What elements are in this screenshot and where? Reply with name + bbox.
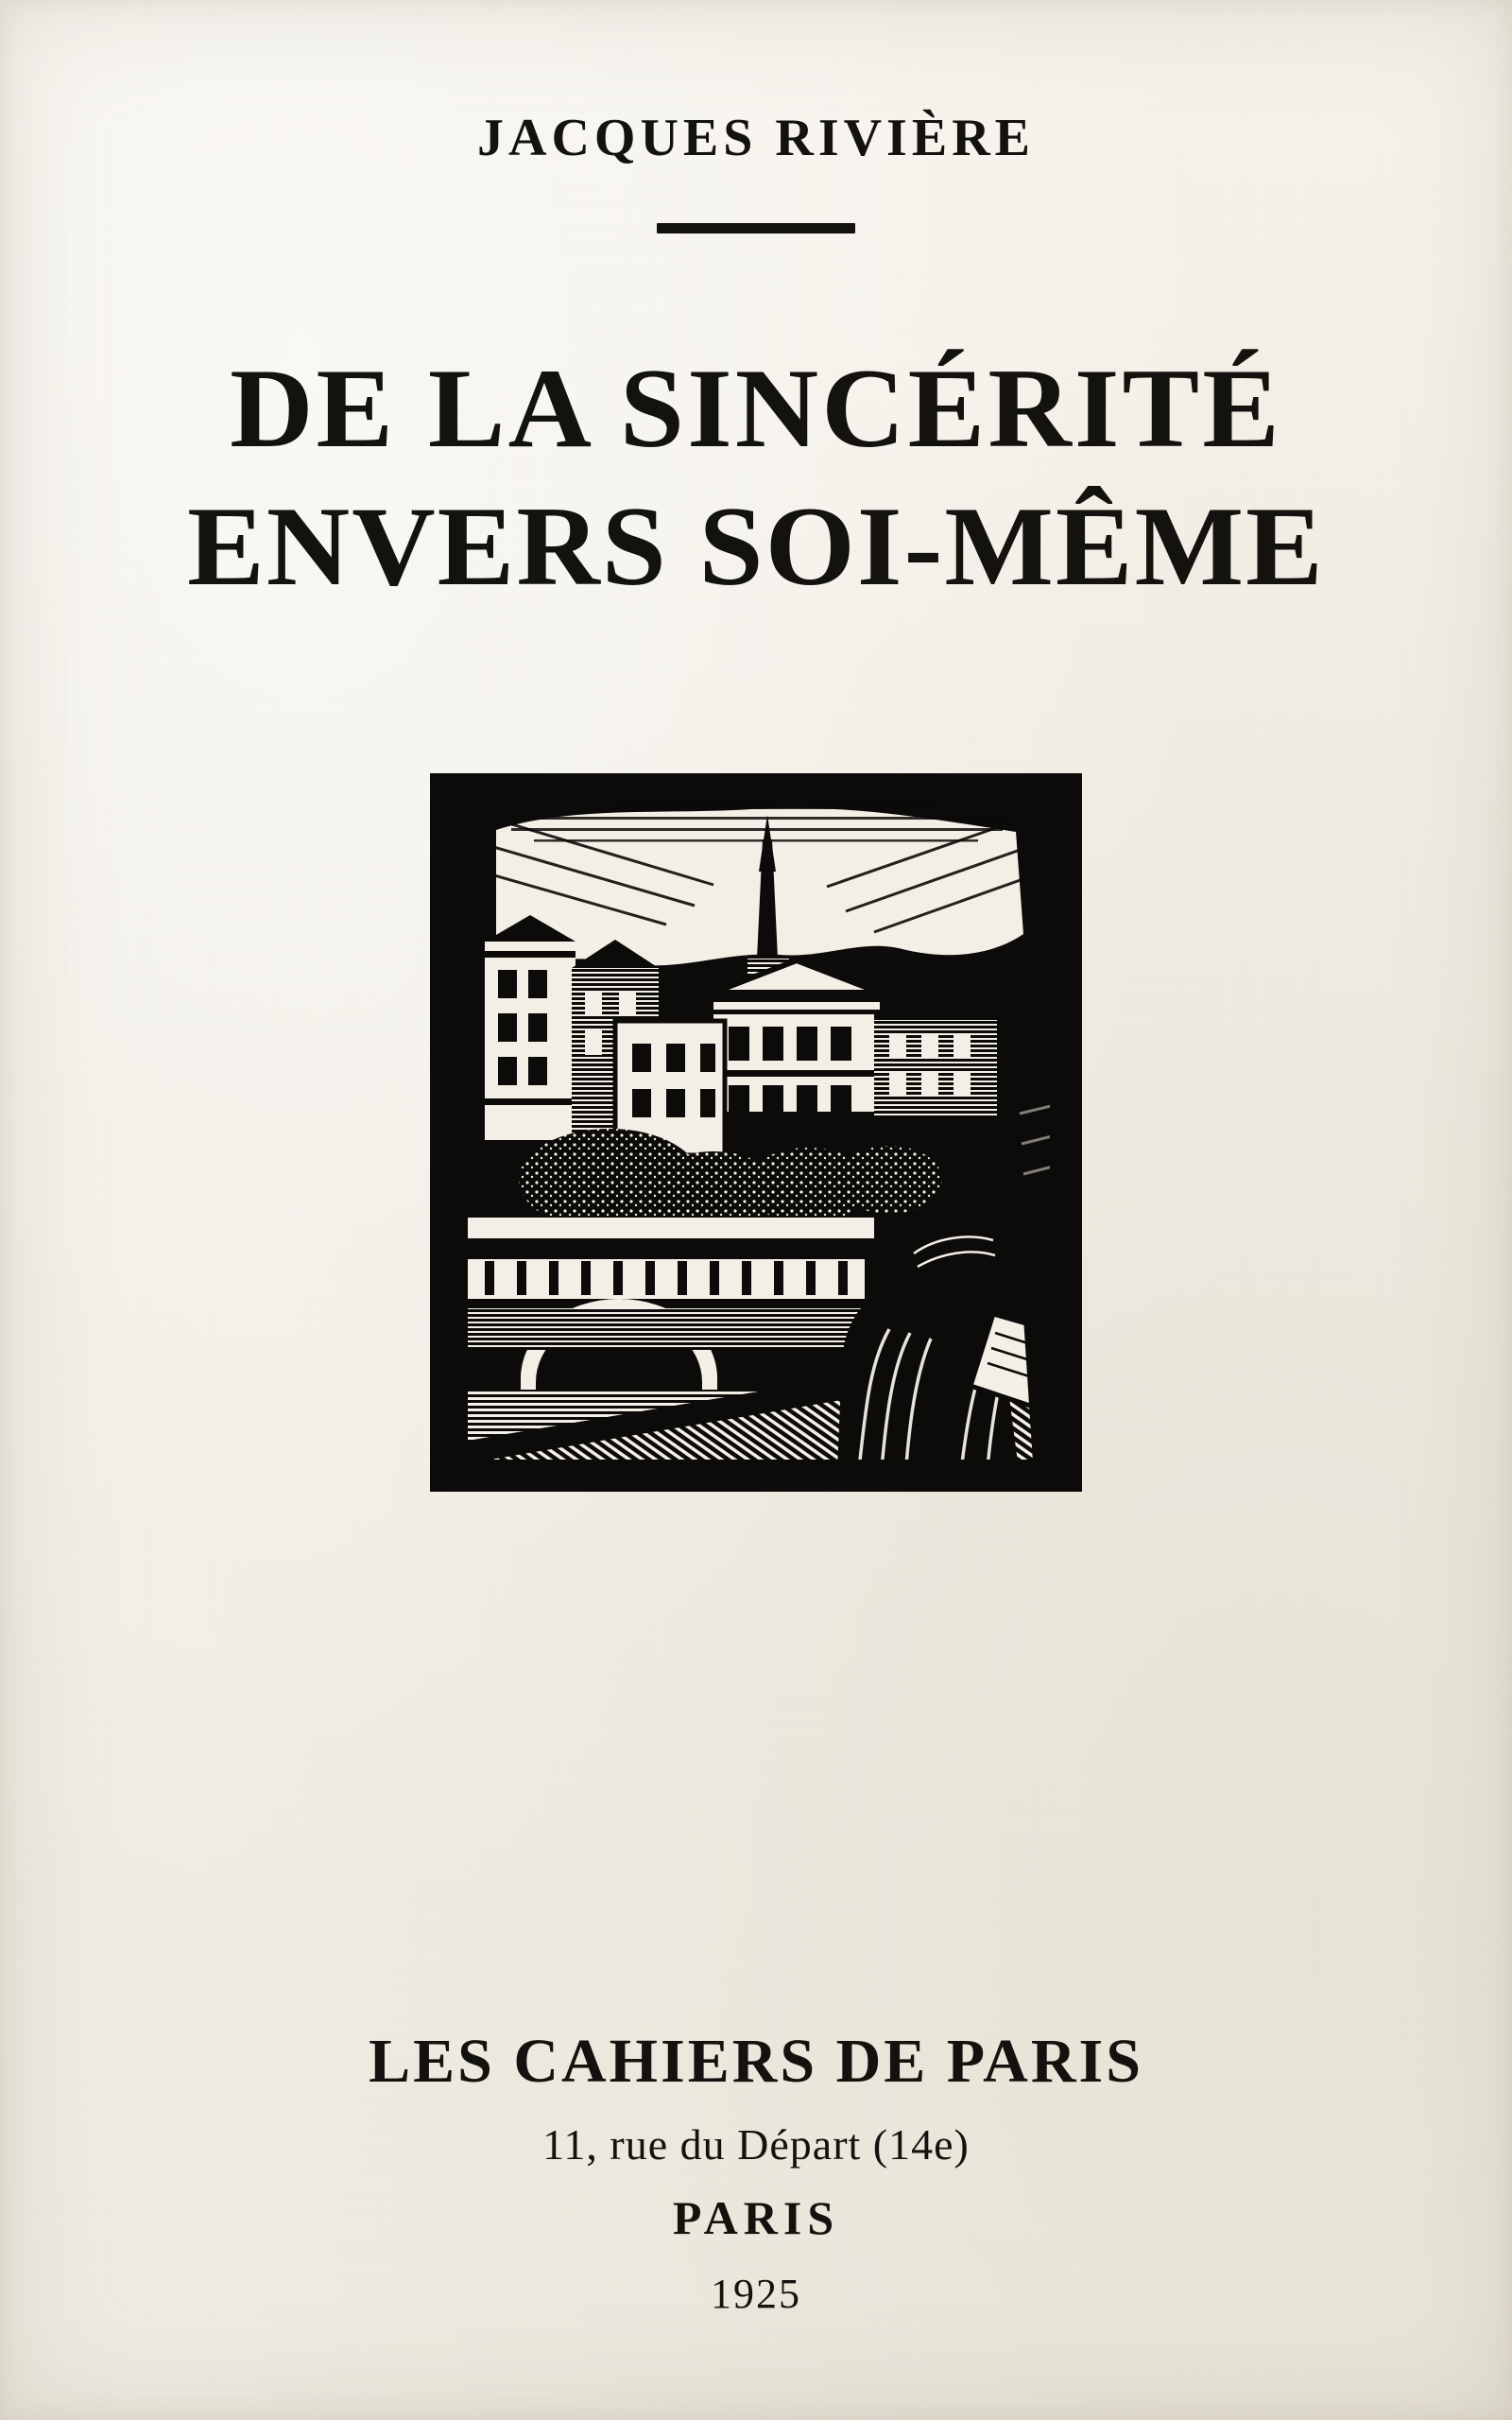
title-line-1: DE LA SINCÉRITÉ [230,345,1282,471]
publication-city: PARIS [672,2191,840,2244]
publisher-name: LES CAHIERS DE PARIS [369,2027,1143,2097]
author-name: JACQUES RIVIÈRE [477,109,1035,167]
woodcut-illustration-graphic [430,773,1082,1492]
imprint-block [0,2028,1512,2318]
vignette-container [0,773,1512,1492]
divider-rule [657,223,855,233]
book-title [0,339,1512,616]
publication-year: 1925 [711,2271,801,2317]
woodcut-illustration [430,773,1082,1492]
title-line-2: ENVERS SOI-MÊME [187,483,1325,610]
publisher-address: 11, rue du Départ (14e) [542,2120,970,2169]
